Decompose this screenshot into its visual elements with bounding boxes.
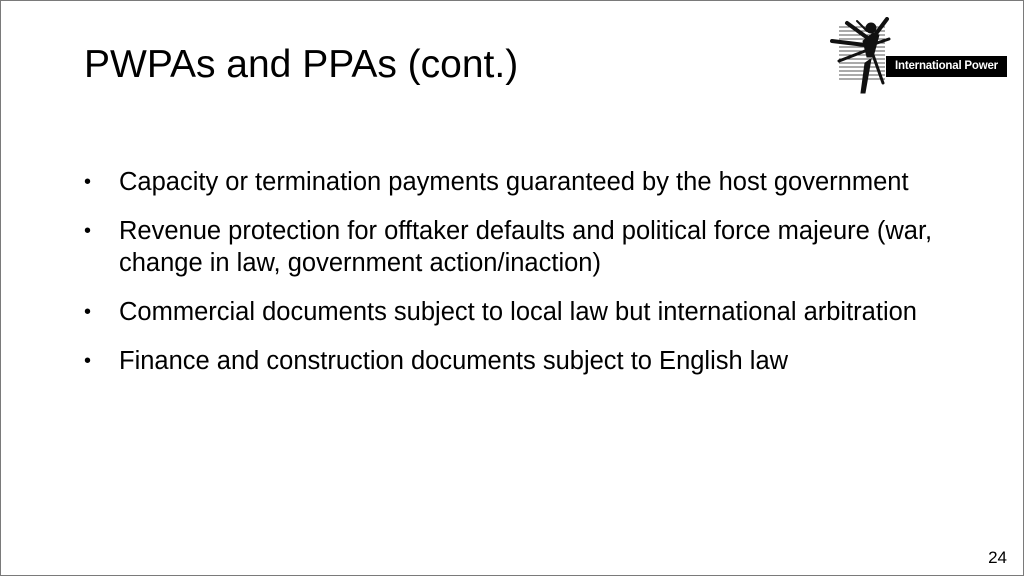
bullet-icon: • xyxy=(84,301,92,323)
bullet-text: Capacity or termination payments guaranteed by the host government xyxy=(119,168,909,196)
page-number: 24 xyxy=(988,548,1007,567)
bullet-icon: • xyxy=(84,350,92,372)
bullet-text: Finance and construction documents subject to English law xyxy=(119,347,789,375)
bullet-text: Revenue protection for offtaker defaults and political force majeure (war, change in law, government action/inaction) xyxy=(119,217,933,277)
company-logo xyxy=(827,17,1013,97)
bullet-text: Commercial documents subject to local law but international arbitration xyxy=(119,298,917,326)
list-item xyxy=(84,215,1004,279)
list-item xyxy=(84,345,1004,377)
slide-title: PWPAs and PPAs (cont.) xyxy=(84,43,519,86)
bullet-icon: • xyxy=(84,220,92,242)
list-item xyxy=(84,296,1004,328)
logo-text: International Power xyxy=(886,56,1007,77)
bullet-icon: • xyxy=(84,171,92,193)
list-item xyxy=(84,166,1004,198)
bullet-list xyxy=(84,166,1004,394)
